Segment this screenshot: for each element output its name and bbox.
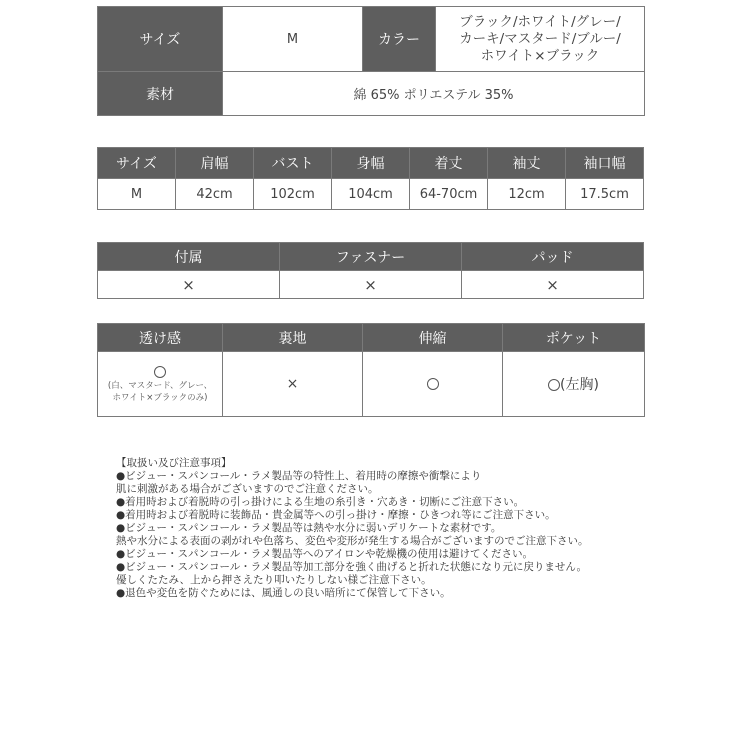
accessory-cell: × <box>280 271 462 299</box>
feature-header-row <box>98 324 645 352</box>
color-line: ホワイト×ブラック <box>480 47 600 64</box>
accessory-header: パッド <box>462 243 644 271</box>
measure-cell: 64-70cm <box>410 179 488 210</box>
note-line: ●着用時および着脱時の引っ掛けによる生地の糸引き・穴あき・切断にご注意下さい。 <box>116 496 525 508</box>
size-label: サイズ <box>98 7 223 72</box>
feature-table <box>97 323 645 417</box>
note-line: ●ビジュー・スパンコール・ラメ製品等加工部分を強く曲げると折れた状態になり元に戻りません。 <box>116 561 588 573</box>
measure-header-row <box>98 148 644 179</box>
spec-table <box>97 6 645 116</box>
color-line: カーキ/マスタード/ブルー/ <box>459 30 621 47</box>
measure-header: バスト <box>254 148 332 179</box>
note-line: 優しくたたみ、上から押さえたり叩いたりしない様ご注意下さい。 <box>116 574 432 586</box>
measure-header: 袖丈 <box>488 148 566 179</box>
notes-heading: 【取扱い及び注意事項】 <box>116 457 232 469</box>
color-label: カラー <box>363 7 436 72</box>
care-notes <box>116 457 636 600</box>
accessory-table <box>97 242 644 299</box>
note-line: ●ビジュー・スパンコール・ラメ製品等は熱や水分に弱いデリケートな素材です。 <box>116 522 502 534</box>
measure-header: サイズ <box>98 148 176 179</box>
measure-table <box>97 147 644 210</box>
measure-cell: 42cm <box>176 179 254 210</box>
note-line: 熱や水分による表面の剥がれや色落ち、変色や変形が発生する場合がございますのでご注意下さい。 <box>116 535 589 547</box>
measure-cell: M <box>98 179 176 210</box>
pocket-value: (左胸) <box>560 377 599 393</box>
note-line: ●ビジュー・スパンコール・ラメ製品等の特性上、着用時の摩擦や衝撃により <box>116 470 482 482</box>
measure-cell: 12cm <box>488 179 566 210</box>
material-label: 素材 <box>98 72 223 116</box>
accessory-header: 付属 <box>98 243 280 271</box>
measure-header: 身幅 <box>332 148 410 179</box>
measure-header: 肩幅 <box>176 148 254 179</box>
accessory-header-row <box>98 243 644 271</box>
accessory-cell: × <box>98 271 280 299</box>
measure-cell: 17.5cm <box>566 179 644 210</box>
circle-icon <box>154 366 166 378</box>
material-value: 綿 65% ポリエステル 35% <box>223 72 645 116</box>
lining-cell: × <box>223 352 363 417</box>
accessory-row <box>98 271 644 299</box>
sheer-cell <box>98 352 223 417</box>
accessory-cell: × <box>462 271 644 299</box>
size-value: M <box>223 7 363 72</box>
sheer-note: (白、マスタード、グレー、 <box>107 381 213 391</box>
note-line: ●退色や変色を防ぐためには、風通しの良い暗所にて保管して下さい。 <box>116 587 451 599</box>
circle-icon <box>548 379 560 391</box>
measure-header: 着丈 <box>410 148 488 179</box>
measure-header: 袖口幅 <box>566 148 644 179</box>
feature-header: 裏地 <box>223 324 363 352</box>
stretch-cell <box>363 352 503 417</box>
pocket-cell <box>503 352 645 417</box>
measure-row <box>98 179 644 210</box>
feature-header: ポケット <box>503 324 645 352</box>
circle-icon <box>427 378 439 390</box>
measure-cell: 104cm <box>332 179 410 210</box>
note-line: ●ビジュー・スパンコール・ラメ製品等へのアイロンや乾燥機の使用は避けてください。 <box>116 548 533 560</box>
measure-cell: 102cm <box>254 179 332 210</box>
note-line: 肌に刺激がある場合がございますのでご注意ください。 <box>116 483 379 495</box>
color-line: ブラック/ホワイト/グレー/ <box>459 13 621 30</box>
color-value <box>436 7 645 72</box>
accessory-header: ファスナー <box>280 243 462 271</box>
feature-header: 伸縮 <box>363 324 503 352</box>
sheer-note: ホワイト×ブラックのみ) <box>112 393 208 403</box>
note-line: ●着用時および着脱時に装飾品・貴金属等への引っ掛け・摩擦・ひきつれ等にご注意下さい。 <box>116 509 556 521</box>
feature-row <box>98 352 645 417</box>
feature-header: 透け感 <box>98 324 223 352</box>
